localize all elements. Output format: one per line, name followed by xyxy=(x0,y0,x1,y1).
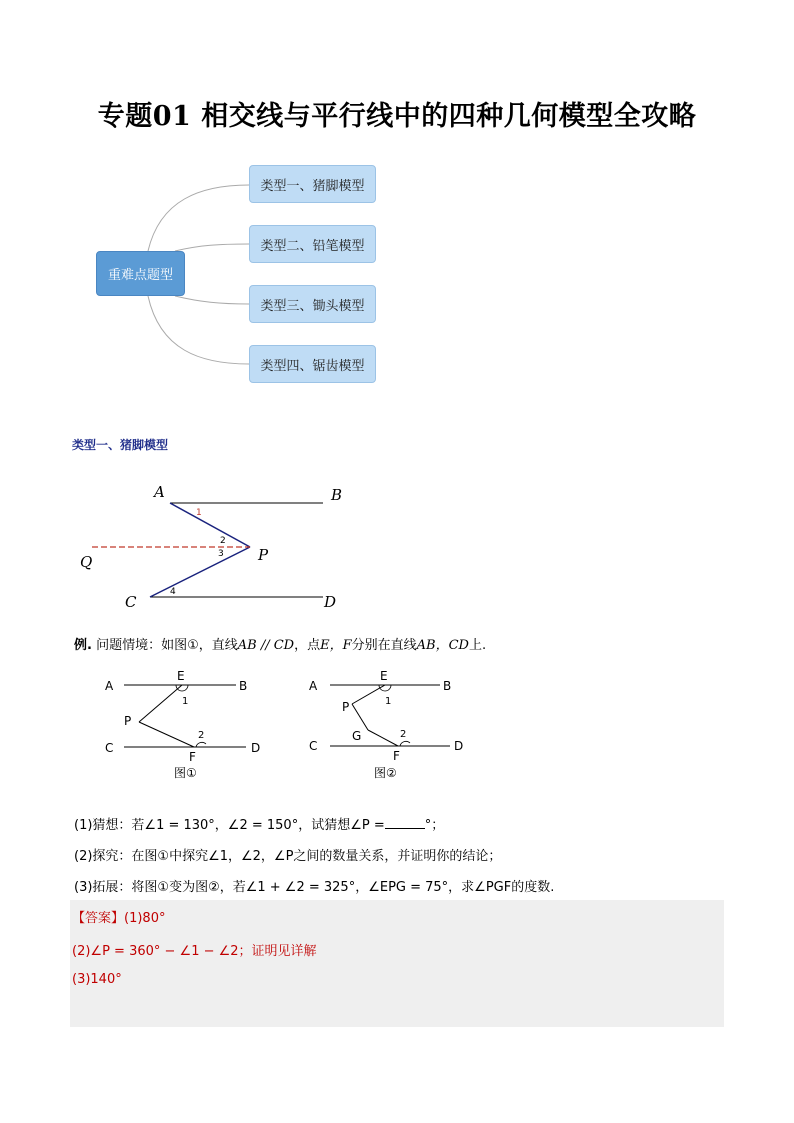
fig1-label-f: F xyxy=(189,750,196,764)
answer-3: (3)140° xyxy=(72,972,122,987)
example-statement xyxy=(74,634,486,653)
fig1-angle-2: 2 xyxy=(198,730,205,741)
fig2-angle-1: 1 xyxy=(385,696,392,707)
point-b-label: B xyxy=(331,486,343,504)
angle-4-label: 4 xyxy=(170,587,176,597)
answer-label: 【答案】 xyxy=(72,911,125,926)
pig-foot-model-figure xyxy=(70,475,370,615)
example-mid: ，点 xyxy=(294,638,321,653)
mind-map-node-type3: 类型三、锄头模型 xyxy=(249,285,376,323)
fig2-label-f: F xyxy=(393,749,400,763)
example-end: 分别在直线 xyxy=(351,638,417,653)
question-1 xyxy=(74,814,444,833)
fig1-caption: 图① xyxy=(174,766,197,780)
figure-1 xyxy=(96,668,276,783)
question-2: (2)探究：在图①中探究∠1，∠2，∠P之间的数量关系，并证明你的结论； xyxy=(74,849,502,864)
example-tail: 上. xyxy=(468,638,487,653)
page-title: 专题01 相交线与平行线中的四种几何模型全攻略 xyxy=(97,101,697,132)
answer-blank xyxy=(385,816,425,829)
example-prefix: 例. xyxy=(74,638,92,653)
question-1-suffix: °； xyxy=(424,818,445,833)
example-points: E，F xyxy=(320,638,352,653)
mind-map-node-type1: 类型一、猪脚模型 xyxy=(249,165,376,203)
question-1-text: (1)猜想：若∠1 = 130°，∠2 = 150°，试猜想∠P = xyxy=(74,818,385,833)
angle-2-label: 2 xyxy=(220,536,226,546)
fig2-label-g: G xyxy=(352,729,362,743)
answer-box xyxy=(70,900,724,1027)
point-c-label: C xyxy=(125,593,137,611)
mind-map-node-type2: 类型二、铅笔模型 xyxy=(249,225,376,263)
answer-1-text: (1)80° xyxy=(124,911,166,926)
fig1-label-a: A xyxy=(105,679,114,693)
example-text: 问题情境：如图①，直线 xyxy=(96,638,238,653)
point-p-label: P xyxy=(258,546,269,564)
fig1-label-p: P xyxy=(124,714,132,728)
angle-1-label: 1 xyxy=(196,508,202,518)
fig2-angle-2: 2 xyxy=(400,729,407,740)
fig2-label-a: A xyxy=(309,679,318,693)
fig2-label-p: P xyxy=(342,700,350,714)
fig2-label-b: B xyxy=(443,679,452,693)
mind-map xyxy=(0,150,794,400)
fig1-label-c: C xyxy=(105,741,114,755)
point-a-label: A xyxy=(154,483,165,501)
angle-3-label: 3 xyxy=(218,549,224,559)
figure-2 xyxy=(302,668,482,783)
point-q-label: Q xyxy=(80,553,93,571)
fig2-label-c: C xyxy=(309,739,318,753)
section-heading: 类型一、猪脚模型 xyxy=(72,438,169,452)
fig2-label-d: D xyxy=(454,739,464,753)
fig1-label-e: E xyxy=(177,669,185,683)
answer-2: (2)∠P = 360° − ∠1 − ∠2；证明见详解 xyxy=(72,944,317,959)
mind-map-root: 重难点题型 xyxy=(96,251,185,296)
answer-1 xyxy=(72,907,165,926)
fig2-label-e: E xyxy=(380,669,388,683)
example-lines: AB，CD xyxy=(416,638,469,653)
example-parallel: AB // CD xyxy=(237,638,295,653)
point-d-label: D xyxy=(324,593,337,611)
fig1-label-b: B xyxy=(239,679,248,693)
fig1-angle-1: 1 xyxy=(182,696,189,707)
mind-map-node-type4: 类型四、锯齿模型 xyxy=(249,345,376,383)
fig2-caption: 图② xyxy=(374,766,397,780)
fig1-label-d: D xyxy=(251,741,261,755)
question-3: (3)拓展：将图①变为图②，若∠1 + ∠2 = 325°，∠EPG = 75°，求∠PGF的度数. xyxy=(74,880,555,895)
